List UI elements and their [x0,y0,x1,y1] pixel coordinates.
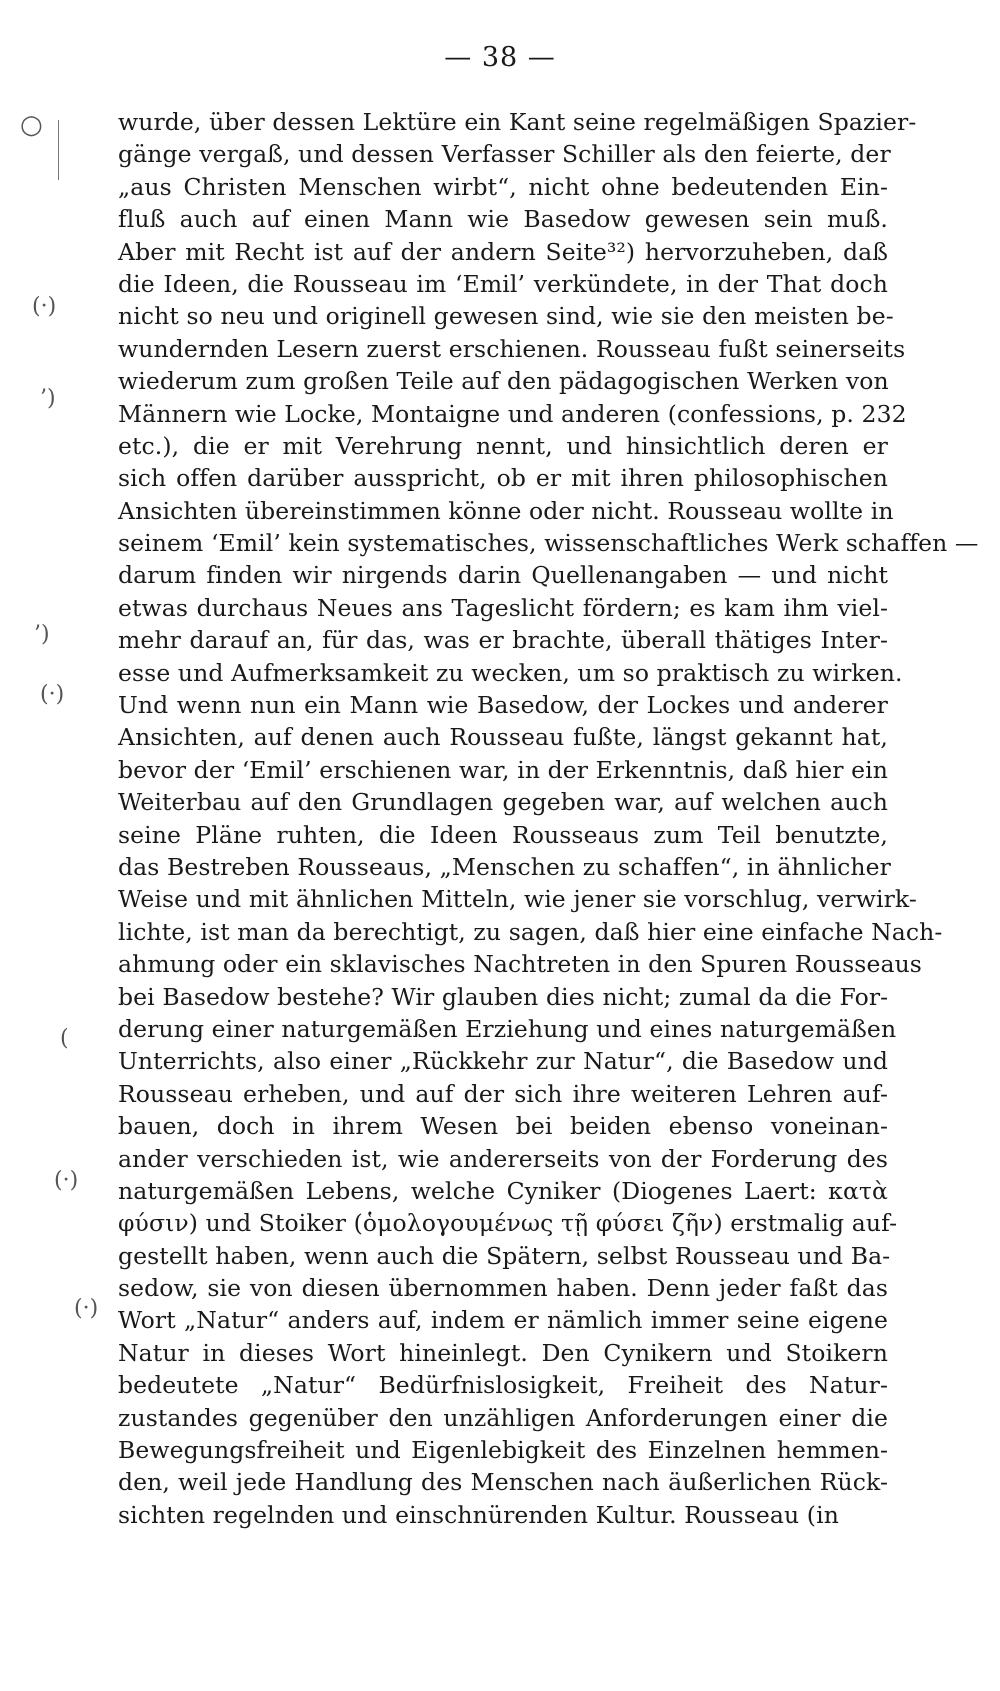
text-line: sichten regelnden und einschnürenden Kultur. Rousseau (in [118,1500,839,1529]
text-line: bauen, doch in ihrem Wesen bei beiden ebenso voneinan- [118,1112,888,1141]
body-text [118,106,979,1531]
text-line: ander verschieden ist, wie andererseits von der Forderung des [118,1144,888,1173]
text-line: Unterrichts, also einer „Rückkehr zur Natur“, die Basedow und [118,1047,888,1076]
text-line: bedeutete „Natur“ Bedürfnislosigkeit, Freiheit des Natur- [118,1371,888,1400]
margin-annotation-paren: (·) [74,1296,99,1321]
text-line: etwas durchaus Neues ans Tageslicht fördern; es kam ihm viel- [118,593,888,622]
margin-annotation-paren: (·) [54,1168,79,1193]
margin-annotation-circle: ○ [20,110,43,140]
text-line: seine Pläne ruhten, die Ideen Rousseaus zum Teil benutzte, [118,820,888,849]
text-line: wurde, über dessen Lektüre ein Kant seine regelmäßigen Spazier- [118,108,917,136]
text-line: Rousseau erheben, und auf der sich ihre weiteren Lehren auf- [118,1079,888,1108]
text-line: die Ideen, die Rousseau im ‘Emil’ verkündete, in der That doch [118,269,888,298]
text-line: lichte, ist man da berechtigt, zu sagen, daß hier eine einfache Nach- [118,917,943,946]
text-line: Bewegungsfreiheit und Eigenlebigkeit des Einzelnen hemmen- [118,1436,888,1465]
text-line: Und wenn nun ein Mann wie Basedow, der Lockes und anderer [118,691,888,720]
margin-annotation-paren: (·) [40,682,65,707]
margin-annotation-stroke [58,120,59,180]
text-line: nicht so neu und originell gewesen sind, wie sie den meisten be- [118,302,894,331]
margin-annotation-paren: ’) [40,386,56,411]
text-line: sedow, sie von diesen übernommen haben. Denn jeder faßt das [118,1274,888,1303]
text-line: mehr darauf an, für das, was er brachte, überall thätiges Inter- [118,626,888,655]
text-line: ahmung oder ein sklavisches Nachtreten in den Spuren Rousseaus [118,950,922,979]
text-line: Ansichten übereinstimmen könne oder nicht. Rousseau wollte in [118,496,894,525]
text-line: sich offen darüber ausspricht, ob er mit ihren philosophischen [118,464,888,493]
text-line: Männern wie Locke, Montaigne und anderen (confessions, p. 232 [118,399,907,428]
text-line: Wort „Natur“ anders auf, indem er nämlich immer seine eigene [118,1306,888,1335]
text-line: etc.), die er mit Verehrung nennt, und hinsichtlich deren er [118,431,888,460]
text-line: wundernden Lesern zuerst erschienen. Rousseau fußt seinerseits [118,334,906,363]
margin-annotation-paren: ’) [34,622,50,647]
text-line: esse und Aufmerksamkeit zu wecken, um so praktisch zu wirken. [118,658,903,687]
text-line: bei Basedow bestehe? Wir glauben dies nicht; zumal da die For- [118,982,889,1011]
text-line: seinem ‘Emil’ kein systematisches, wissenschaftliches Werk schaffen — [118,529,979,558]
margin-annotation-paren: (·) [32,294,57,319]
text-line: Weise und mit ähnlichen Mitteln, wie jener sie vorschlug, verwirk- [118,885,917,914]
text-line: Ansichten, auf denen auch Rousseau fußte, längst gekannt hat, [118,723,888,752]
text-line: darum finden wir nirgends darin Quellenangaben — und nicht [118,561,888,590]
text-line: φύσιν) und Stoiker (ὁμολογουμένως τῇ φύσει ζῆν) erstmalig auf- [118,1209,898,1238]
text-line: fluß auch auf einen Mann wie Basedow gewesen sein muß. [118,205,888,234]
page-number: — 38 — [444,42,556,73]
text-line: naturgemäßen Lebens, welche Cyniker (Diogenes Laert: κατὰ [118,1176,888,1205]
text-line: den, weil jede Handlung des Menschen nach äußerlichen Rück- [118,1468,888,1497]
text-line: gestellt haben, wenn auch die Spätern, selbst Rousseau und Ba- [118,1241,891,1270]
text-line: „aus Christen Menschen wirbt“, nicht ohne bedeutenden Ein- [118,172,888,201]
text-line: Weiterbau auf den Grundlagen gegeben war, auf welchen auch [118,788,888,817]
text-line: gänge vergaß, und dessen Verfasser Schiller als den feierte, der [118,140,891,169]
text-line: zustandes gegenüber den unzähligen Anforderungen einer die [118,1403,888,1432]
text-line: Aber mit Recht ist auf der andern Seite³²) hervorzuheben, daß [118,237,888,266]
text-line: das Bestreben Rousseaus, „Menschen zu schaffen“, in ähnlicher [118,852,891,881]
text-line: wiederum zum großen Teile auf den pädagogischen Werken von [118,367,889,396]
text-line: bevor der ‘Emil’ erschienen war, in der Erkenntnis, daß hier ein [118,755,889,784]
text-line: derung einer naturgemäßen Erziehung und eines naturgemäßen [118,1014,897,1043]
text-line: Natur in dieses Wort hineinlegt. Den Cynikern und Stoikern [118,1338,888,1367]
margin-annotation-mark: ( [60,1026,69,1051]
